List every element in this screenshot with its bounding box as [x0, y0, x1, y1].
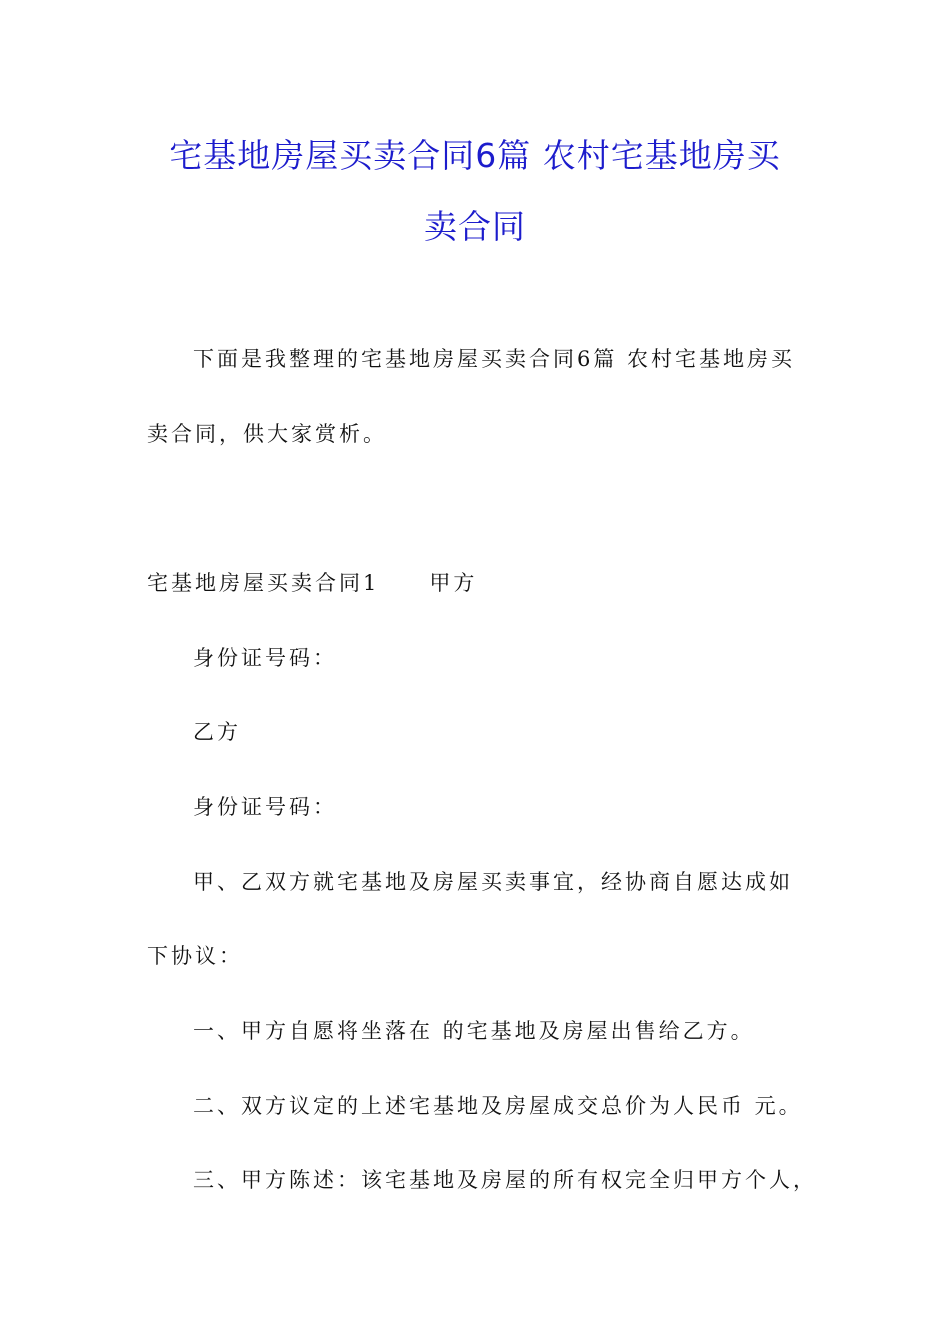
party-b-label: 乙方 [193, 720, 241, 744]
document-title-line-2: 卖合同 [424, 207, 526, 246]
intro-text-line-2: 卖合同，供大家赏析。 [147, 422, 387, 446]
agreement-paragraph-line-1: 甲、乙双方就宅基地及房屋买卖事宜，经协商自愿达成如 [193, 870, 793, 894]
agreement-paragraph-line-2: 下协议： [147, 944, 243, 968]
clause-2: 二、双方议定的上述宅基地及房屋成交总价为人民币 元。 [193, 1094, 803, 1118]
clause-3: 三、甲方陈述：该宅基地及房屋的所有权完全归甲方个人， [193, 1168, 817, 1192]
clause-1: 一、甲方自愿将坐落在 的宅基地及房屋出售给乙方。 [193, 1019, 755, 1043]
party-a-label: 甲方 [429, 571, 478, 595]
document-title-line-1: 宅基地房屋买卖合同6篇 农村宅基地房买 [169, 136, 781, 175]
intro-text-line-1: 下面是我整理的宅基地房屋买卖合同6篇 农村宅基地房买 [193, 347, 796, 371]
contract-heading [147, 568, 477, 598]
party-a-id-label: 身份证号码： [193, 646, 337, 670]
party-b-id-label: 身份证号码： [193, 795, 337, 819]
contract-heading-title: 宅基地房屋买卖合同1 [147, 571, 380, 595]
